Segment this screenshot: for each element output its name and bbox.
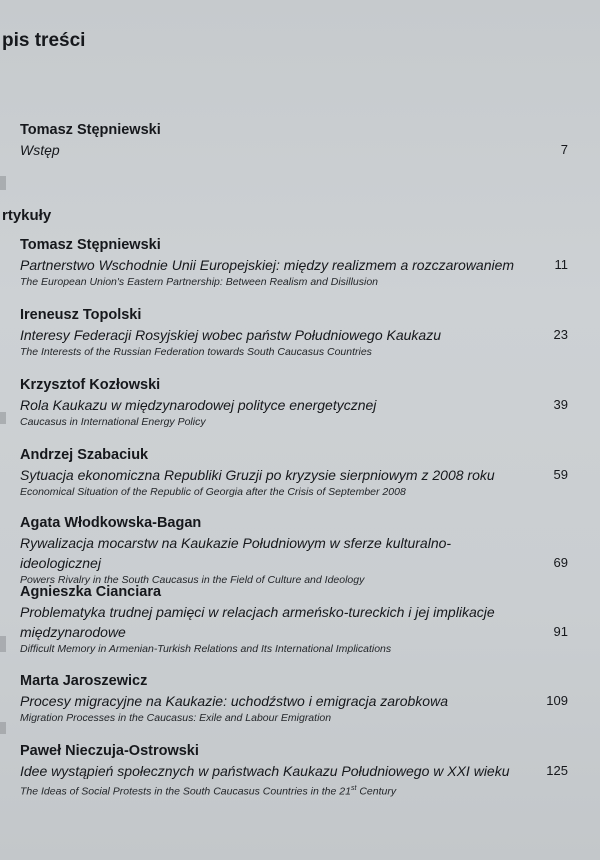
entry-title: Problematyka trudnej pamięci w relacjach armeńsko-tureckich i jej implikacje międzynarodowe xyxy=(20,604,495,640)
entry-author: Krzysztof Kozłowski xyxy=(20,377,161,393)
entry-title: Interesy Federacji Rosyjskiej wobec państw Południowego Kaukazu xyxy=(20,327,441,343)
entry-subtitle: Difficult Memory in Armenian-Turkish Relations and Its International Implications xyxy=(20,643,392,655)
entry-author: Ireneusz Topolski xyxy=(20,307,142,323)
toc-entry xyxy=(20,671,568,726)
entry-title-row xyxy=(20,602,568,642)
toc-entry xyxy=(20,235,568,290)
entry-page-number: 125 xyxy=(546,763,568,778)
edge-mark xyxy=(0,412,6,424)
edge-mark xyxy=(0,176,6,190)
entry-title-row xyxy=(20,761,568,781)
toc-entry xyxy=(20,305,568,360)
entry-author: Agata Włodkowska-Bagan xyxy=(20,515,202,531)
entry-subtitle: Economical Situation of the Republic of Georgia after the Crisis of September 2008 xyxy=(20,486,406,498)
entry-title: Rola Kaukazu w międzynarodowej polityce energetycznej xyxy=(20,397,377,413)
entry-title-row xyxy=(20,255,568,275)
toc-entry xyxy=(20,582,568,657)
section-heading: rtykuły xyxy=(2,207,52,224)
entry-title-row xyxy=(20,395,568,415)
toc-entry xyxy=(20,445,568,500)
page-title: pis treści xyxy=(2,30,86,51)
toc-entry xyxy=(20,375,568,430)
entry-title-row xyxy=(20,140,568,160)
entry-subtitle-main: The Ideas of Social Protests in the South Caucasus Countries in the 21 xyxy=(20,785,351,798)
entry-title: Wstęp xyxy=(20,142,60,158)
edge-mark xyxy=(0,636,6,652)
entry-title: Idee wystąpień społecznych w państwach Kaukazu Południowego w XXI wieku xyxy=(20,763,510,779)
entry-page-number: 91 xyxy=(553,624,568,639)
entry-page-number: 109 xyxy=(546,693,568,708)
entry-page-number: 7 xyxy=(560,142,568,157)
entry-title: Procesy migracyjne na Kaukazie: uchodźstwo i emigracja zarobkowa xyxy=(20,693,448,709)
entry-subtitle: Powers Rivalry in the South Caucasus in the Field of Culture and Ideology xyxy=(20,574,365,586)
entry-subtitle: Caucasus in International Energy Policy xyxy=(20,416,206,428)
entry-subtitle: The Interests of the Russian Federation towards South Caucasus Countries xyxy=(20,346,372,358)
entry-author: Tomasz Stępniewski xyxy=(20,237,161,253)
entry-author: Marta Jaroszewicz xyxy=(20,673,148,689)
entry-author: Andrzej Szabaciuk xyxy=(20,447,149,463)
entry-title-row xyxy=(20,533,568,573)
entry-subtitle: Migration Processes in the Caucasus: Exile and Labour Emigration xyxy=(20,712,332,724)
entry-page-number: 39 xyxy=(553,397,568,412)
toc-entry xyxy=(20,741,568,800)
entry-page-number: 11 xyxy=(554,257,568,272)
toc-entry xyxy=(20,513,568,588)
entry-title-row xyxy=(20,691,568,711)
entry-title: Rywalizacja mocarstw na Kaukazie Południowym w sferze kulturalno-ideologicznej xyxy=(20,535,452,571)
entry-page-number: 69 xyxy=(553,555,568,570)
entry-title: Partnerstwo Wschodnie Unii Europejskiej: między realizmem a rozczarowaniem xyxy=(20,257,515,273)
entry-author: Agnieszka Cianciara xyxy=(20,584,162,600)
entry-title: Sytuacja ekonomiczna Republiki Gruzji po kryzysie sierpniowym z 2008 roku xyxy=(20,467,495,483)
entry-subtitle: The European Union's Eastern Partnership: Between Realism and Disillusion xyxy=(20,276,379,288)
entry-title-row xyxy=(20,325,568,345)
entry-title-row xyxy=(20,465,568,485)
entry-author: Tomasz Stępniewski xyxy=(20,122,161,138)
edge-mark xyxy=(0,722,6,734)
entry-author: Paweł Nieczuja-Ostrowski xyxy=(20,743,199,759)
entry-subtitle xyxy=(20,781,568,800)
entry-page-number: 23 xyxy=(553,327,568,342)
entry-page-number: 59 xyxy=(553,467,568,482)
entry-subtitle-end: Century xyxy=(356,785,397,798)
entry-subtitle-superscript: st xyxy=(350,785,357,792)
toc-entry-intro xyxy=(20,120,568,160)
